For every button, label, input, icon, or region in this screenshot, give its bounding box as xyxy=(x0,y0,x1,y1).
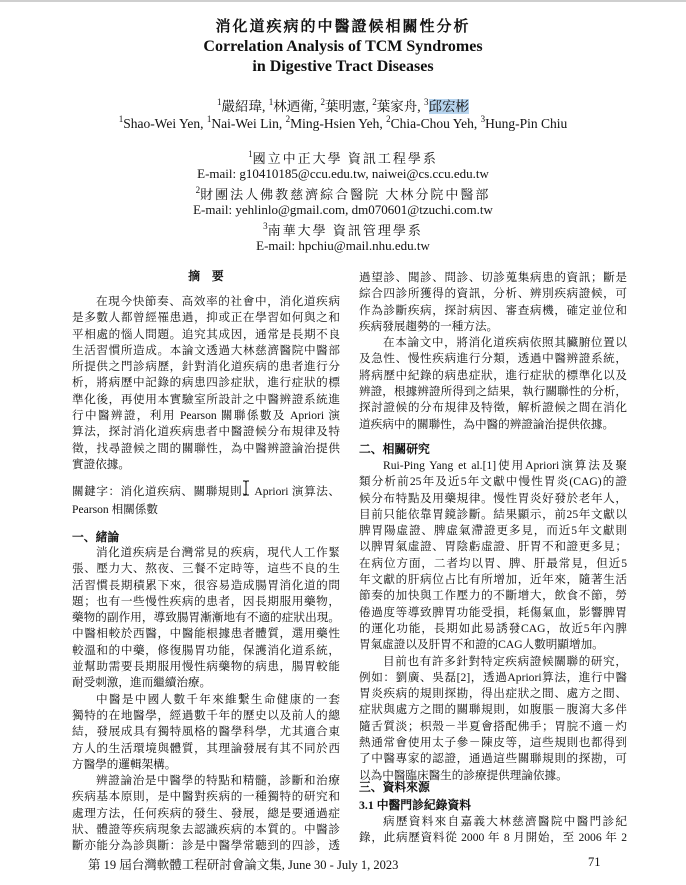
text-line: 在本論文中，將消化道疾病依照其臟腑位置以 xyxy=(383,336,627,350)
section-heading xyxy=(359,441,627,457)
text-line: 耐受刺激，進而繼續治療。 xyxy=(72,676,212,690)
text-line: 辨證，根據辨證所得到之結果，執行關聯性的分析， xyxy=(359,385,627,399)
keywords xyxy=(72,483,340,519)
page-number: 71 xyxy=(588,855,601,869)
text-line: 作為診斷疾病，探討病因、審查病機，確定並位和 xyxy=(359,303,627,317)
text-line: 及急性、慢性疾病進行分類，透過中醫辨證系統， xyxy=(359,352,627,366)
author-name: Shao-Wei Yen xyxy=(123,116,201,131)
text-line: 關鍵字：消化道疾病、關聯規則、Apriori 演算法、 xyxy=(72,485,340,498)
author-affiliation-number: 1 xyxy=(268,97,274,107)
text-line: 張、壓力大、熬夜、三餐不定時等，這些不良的生 xyxy=(72,562,340,576)
text-line: 胃炎疾病的規則探勘，得出症狀之間、處方之間、 xyxy=(359,687,627,701)
text-line: 算法，探討消化道疾病患者中醫證候分布規律及特 xyxy=(72,425,340,439)
author-affiliation-number: 2 xyxy=(285,114,291,124)
affiliation-text: 國立中正大學 資訊工程學系 xyxy=(252,151,438,166)
paragraph xyxy=(72,692,340,773)
text-line: 中醫是中國人數千年來維繫生命健康的一套 xyxy=(96,692,340,706)
author-name: Chia-Chou Yeh xyxy=(390,116,474,131)
affiliation-name xyxy=(0,184,686,203)
paragraph xyxy=(72,294,340,473)
text-line: 所提供之門診病歷，針對消化道疾病的患者進行分 xyxy=(72,360,340,374)
section-heading xyxy=(359,797,627,813)
author-affiliation-number: 3 xyxy=(424,97,429,107)
text-line: 三、資料來源 xyxy=(359,780,430,794)
author-name: Nai-Wei Lin xyxy=(211,116,279,131)
author-name: 邱宏彬 xyxy=(428,99,469,114)
text-line: 症狀與處方之間的關聯規則，如腹脹－腹瀉大多伴 xyxy=(359,703,627,717)
author-affiliation-number: 3 xyxy=(480,114,486,124)
text-line: 探討證候的分布規律及特徵，解析證候之間在消化 xyxy=(359,401,627,415)
text-line: 並幫助需要長期服用慢性病藥物的病患，腸胃較能 xyxy=(72,660,340,674)
affiliation-email[interactable]: E-mail: g10410185@ccu.edu.tw, naiwei@cs.ccu.edu.tw xyxy=(197,166,489,181)
paragraph xyxy=(72,773,340,854)
text-line: 結，發展成具有獨特風格的醫學科學，尤其適合東 xyxy=(72,725,340,739)
text-line: 綜合四診所獲得的資訊，分析、辨別疾病證候，可 xyxy=(359,287,627,301)
text-line: 方人的生活環境與體質，其理論發展有其不同於西 xyxy=(72,741,340,755)
footer-proceedings: 第 19 屆台灣軟體工程研討會論文集, June 30 - July 1, 2023 xyxy=(88,858,399,872)
text-line: 方醫學的邏輯架構。 xyxy=(72,757,177,771)
section-heading xyxy=(72,268,340,284)
author-affiliation-number: 2 xyxy=(372,97,377,107)
text-line: 脾胃陽虛證、脾虛氣滯證更多見，而近5年文獻則 xyxy=(359,524,627,538)
text-line: 熱通常會使用太子參－陳皮等，這些規則也都得到 xyxy=(359,736,627,750)
affiliation-name xyxy=(0,148,686,167)
author-name: 葉明憲 xyxy=(325,99,366,114)
text-line: 目前也有許多針對特定疾病證候關聯的研究， xyxy=(383,654,627,668)
text-line: 準化後，再使用本實驗室所設計之中醫辨證系統進 xyxy=(72,392,340,406)
affiliation-number: 3 xyxy=(263,221,268,231)
text-line: 析，將病歷中記錄的病患四診症狀，進行症狀的標 xyxy=(72,376,340,390)
text-line: 活習慣長期積累下來，很容易造成腸胃消化道的問 xyxy=(72,578,340,592)
affiliation-number: 1 xyxy=(248,149,253,159)
text-line: 一、緒論 xyxy=(72,530,120,544)
author-affiliation-number: 2 xyxy=(320,97,325,107)
text-line: 病歷資料來自嘉義大林慈濟醫院中醫門診紀 xyxy=(383,815,627,828)
text-line: 辨證論治是中醫學的特點和精髓，診斷和治療 xyxy=(96,774,340,788)
text-line: 獨特的在地醫學，經過數千年的歷史以及前人的總 xyxy=(72,708,340,722)
affiliation-text: 財團法人佛教慈濟綜合醫院 大林分院中醫部 xyxy=(200,187,491,202)
title-chinese: 消化道疾病的中醫證候相關性分析 xyxy=(215,19,471,35)
text-line: 較溫和的中藥，修復腸胃功能，保護消化道系統， xyxy=(72,643,340,657)
paragraph xyxy=(359,335,627,433)
text-line: 行中醫辨證，利用 Pearson 關聯係數及 Apriori 演 xyxy=(72,409,340,423)
paragraph xyxy=(359,654,627,784)
text-line: 以為中醫臨床醫生的診療提供理論依據。 xyxy=(359,768,568,782)
text-line: 3.1 中醫門診紀錄資料 xyxy=(359,798,472,812)
text-line: 處理方法，任何疾病的發生、發展，總是要通過症 xyxy=(72,806,340,820)
author-name: 嚴紹瑋 xyxy=(221,99,262,114)
text-line: 生活習慣所造成。本論文透過大林慈濟醫院中醫部 xyxy=(72,343,340,357)
text-line: 候分布特點及用藥規律。慢性胃炎好發於老年人， xyxy=(359,491,627,505)
text-line: 以脾胃氣虛證、胃陰虧虛證、肝胃不和證更多見； xyxy=(359,540,627,554)
section-heading xyxy=(72,529,340,545)
affiliation-number: 2 xyxy=(195,185,201,195)
text-line: 倦過度等導致脾胃功能受損，耗傷氣血，影響脾胃 xyxy=(359,605,627,619)
text-line: 類分析前25年及近5年文獻中慢性胃炎(CAG)的證 xyxy=(359,475,627,489)
text-line: 的運化功能，長期如此易誘發CAG，故近5年內脾 xyxy=(359,621,627,635)
text-line: 摘 要 xyxy=(188,269,224,283)
text-line: 了中醫專家的認證，通過這些關聯規則的探勘，可 xyxy=(359,752,627,766)
author-name: 林迺衛 xyxy=(273,99,314,114)
text-line: 道疾病中的關聯性，為中醫的辨證論治提供依據。 xyxy=(359,417,615,431)
text-line: 狀、體證等疾病現象去認識疾病的本質的。中醫診 xyxy=(72,823,340,837)
affiliation-name xyxy=(0,220,686,239)
text-line: 徵，找尋證候之間的關聯性，為中醫辨證論治提供 xyxy=(72,441,340,455)
text-line: 節奏的加快與工作壓力的不斷增大，飲食不節，勞 xyxy=(359,589,627,603)
text-line: 中醫相較於西醫，中醫能根據患者體質，選用藥性 xyxy=(72,627,340,641)
authors-english: $^1$Shao-Wei Yen, $^1$Nai-Wei Lin, $^2$Ming-Hsien Yeh, $^2$Chia-Chou Yeh, $^3$Hung-Pin Chiu xyxy=(118,114,568,131)
text-line: 目前只能依靠胃鏡診斷。結果顯示，前25年文獻以 xyxy=(359,507,627,521)
text-line: 年文獻的肝病位占比有所增加，近年來，隨著生活 xyxy=(359,573,627,587)
text-line: 將病歷中紀錄的病患症狀，進行症狀的標準化以及 xyxy=(359,368,627,382)
paragraph xyxy=(359,270,627,335)
author-name: Hung-Pin Chiu xyxy=(485,116,568,131)
text-line: 題；也有一些慢性疾病的患者，因長期服用藥物， xyxy=(72,594,340,608)
title-english-line-2: in Digestive Tract Diseases xyxy=(252,58,434,75)
text-line: 在現今快節奏、高效率的社會中，消化道疾病 xyxy=(96,295,340,308)
text-line: 在病位方面，二者均以胃、脾、肝最常見，但近5 xyxy=(359,556,627,570)
author-affiliation-number: 2 xyxy=(386,114,391,124)
affiliation-text: 南華大學 資訊管理學系 xyxy=(267,223,423,238)
text-line: 錄，此病歷資料從 2000 年 8 月開始，至 2006 年 2 xyxy=(359,831,627,845)
text-line: 例如：劉廣、吳磊[2]，透過Apriori算法，進行中醫 xyxy=(359,670,627,684)
author-name: Ming-Hsien Yeh xyxy=(290,116,380,131)
author-name: 葉家舟 xyxy=(376,99,418,114)
text-line: Pearson 相關係數 xyxy=(72,503,158,516)
text-line: 平相處的惱人問題。追究其成因，通常是長期不良 xyxy=(72,327,340,341)
text-line: 疾病基本原則，是中醫對疾病的一種獨特的研究和 xyxy=(72,790,340,804)
text-line: 實證依據。 xyxy=(72,457,130,471)
paragraph xyxy=(359,814,627,847)
text-line: 二、相關研究 xyxy=(359,442,430,456)
paragraph xyxy=(359,458,627,654)
affiliation-email[interactable]: E-mail: yehlinlo@gmail.com, dm070601@tzuchi.com.tw xyxy=(193,202,493,217)
text-line: 過望診、聞診、問診、切診蒐集病患的資訊；斷是 xyxy=(359,271,627,284)
text-line: 隨舌質淡；枳殼－半夏會搭配佛手；胃脘不適－灼 xyxy=(359,719,627,733)
text-line: Rui-Ping Yang et al.[1]使用Apriori演算法及聚 xyxy=(383,459,627,472)
author-affiliation-number: 1 xyxy=(217,97,222,107)
text-line: 胃氣虛證以及肝胃不和證的CAG人數明顯增加。 xyxy=(359,638,604,652)
title-english-line-1: Correlation Analysis of TCM Syndromes xyxy=(203,38,483,55)
text-line: 是多數人都曾經罹患過，抑或正在學習如何與之和 xyxy=(72,311,340,325)
paragraph xyxy=(72,545,340,692)
text-line: 斷亦能分為診與斷：診是中醫學常聽到的四診，透 xyxy=(72,839,340,853)
text-cursor-icon xyxy=(242,480,250,496)
authors-chinese: $^1$嚴紹瑋, $^1$林迺衛, $^2$葉明憲, $^2$葉家舟, $^3$邱宏彬 xyxy=(217,97,469,114)
text-line: 疾病發展趨勢的一種方法。 xyxy=(359,319,499,333)
section-heading xyxy=(359,779,627,795)
text-line: 消化道疾病是台灣常見的疾病，現代人工作緊 xyxy=(96,546,340,559)
text-line: 藥物的副作用，導致腸胃漸漸地有不適的症狀出現。 xyxy=(72,611,340,625)
author-affiliation-number: 1 xyxy=(206,114,212,124)
affiliation-email[interactable]: E-mail: hpchiu@mail.nhu.edu.tw xyxy=(256,238,430,253)
author-affiliation-number: 1 xyxy=(118,114,124,124)
window-top-border xyxy=(0,0,686,2)
